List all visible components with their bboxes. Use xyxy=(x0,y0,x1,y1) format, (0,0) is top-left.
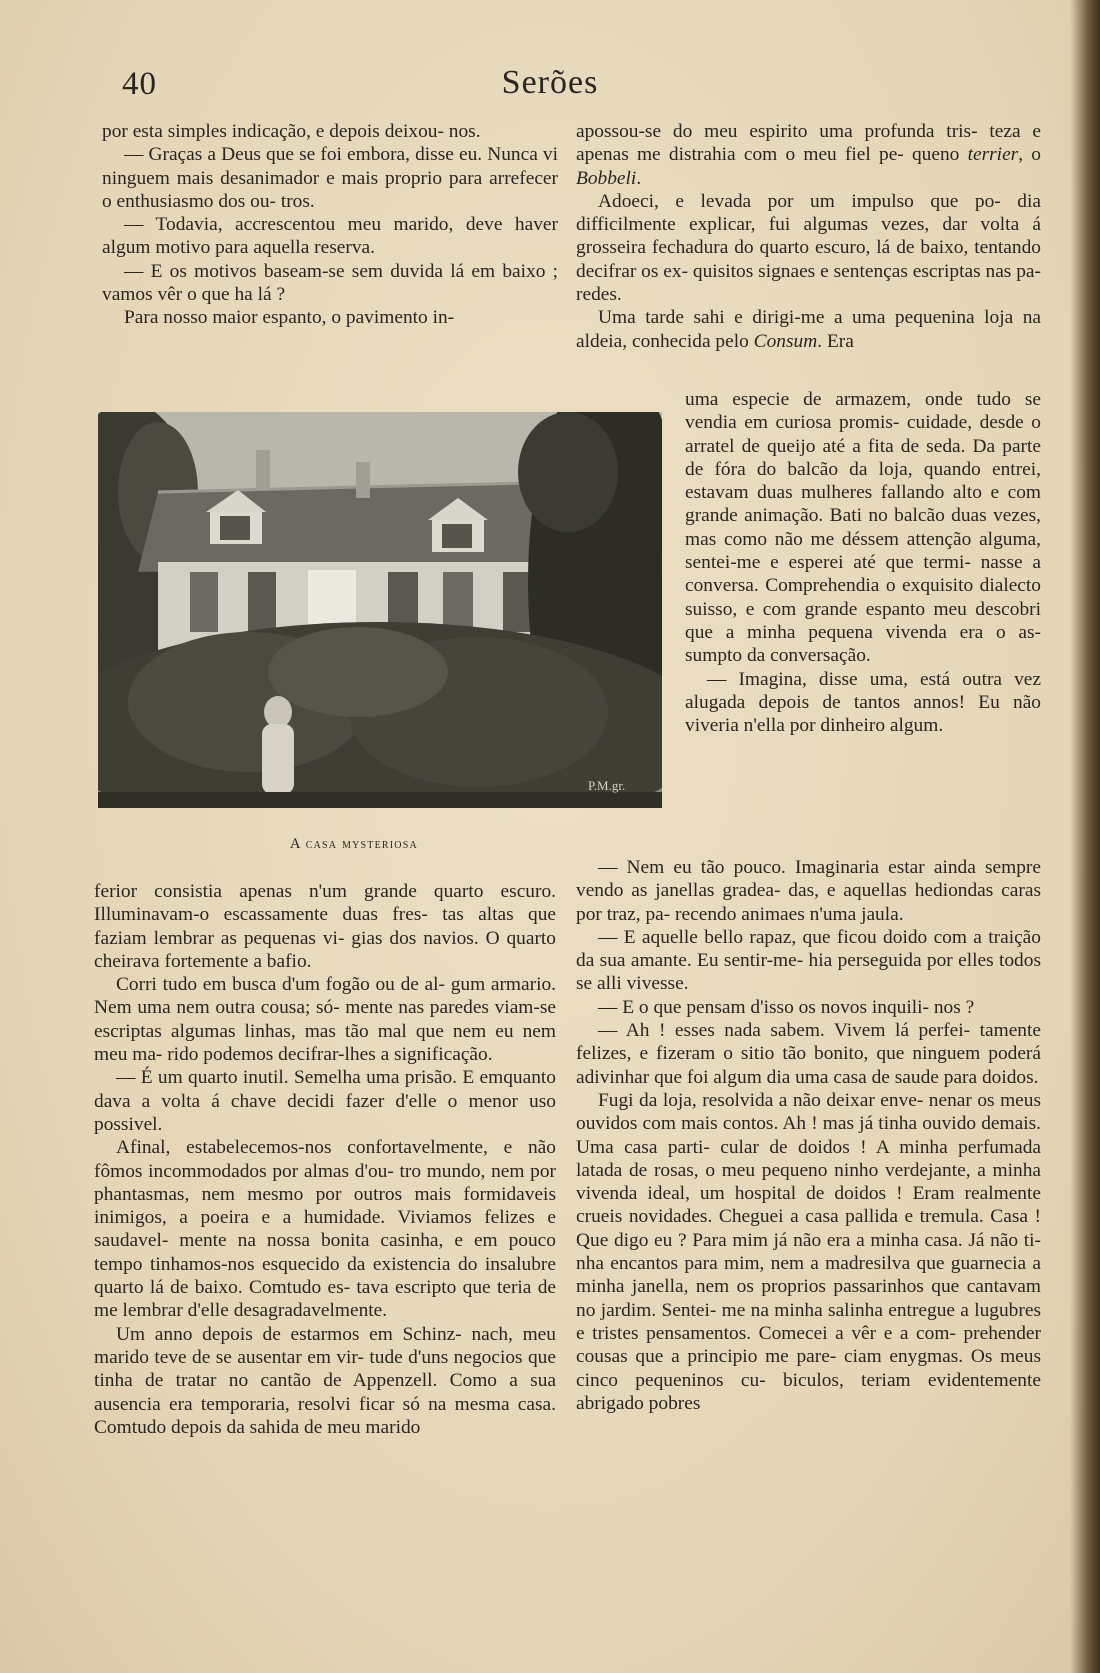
paragraph: — É um quarto inutil. Semelha uma prisão. E emquanto dava a volta á chave decidi fazer d'elle o menor uso possivel. xyxy=(94,1067,556,1135)
paragraph: — Ah ! esses nada sabem. Vivem lá perfei- tamente felizes, e fizeram o sitio tão bonito, que ninguem poderá adivinhar que foi algum dia uma casa de saude para doidos. xyxy=(576,1020,1041,1088)
left-column-bottom xyxy=(94,880,556,1439)
paragraph: uma especie de armazem, onde tudo se vendia em curiosa promis- cuidade, desde o arratel de queijo até a fita de seda. Da parte de fóra do balcão da loja, quando entrei, estavam duas mulheres fallando alto e com grande animação. Bati no balcão duas vezes, mas como não me déssem attenção alguma, sentei-me e esperei até que termi- nasse a conversa. Comprehendia o exquisito dialecto suisso, e com grande espanto meu descobri que a minha pequena vivenda era o as- sumpto da conversação. xyxy=(685,389,1041,667)
paragraph: — Todavia, accrescentou meu marido, deve haver algum motivo para aquella reserva. xyxy=(102,214,558,259)
paragraph: — E o que pensam d'isso os novos inquili- nos ? xyxy=(598,996,975,1018)
paragraph: Fugi da loja, resolvida a não deixar enve- nenar os meus ouvidos com mais contos. Ah ! mas já tinha ouvido demais. Uma casa parti- cular de doidos ! A minha perfumada latada de rosas, o meu pequeno ninho verdejante, a minha vivenda ideal, um hospital de doidos ! Eram realmente crueis novidades. Cheguei a casa pallida e tremula. Casa ! Que digo eu ? Para mim já não era a minha casa. Já não ti- nha encantos para mim, nem a madresilva que guarnecia a minha janella, nem os proprios passarinhos que cantavam no jardim. Sentei- me na minha salinha entregue a lugubres e tristes pensamentos. Comecei a vêr e a com- prehender cousas que a principio me pare- ciam enygmas. Os meus cinco pequeninos cu- biculos, teriam evidentemente abrigado pobres xyxy=(576,1089,1041,1414)
right-column-top xyxy=(576,120,1041,353)
paragraph: — E aquelle bello rapaz, que ficou doido com a traição da sua amante. Eu sentir-me- hia perseguida por elles todos se alli vivesse. xyxy=(576,926,1041,995)
paragraph: — E os motivos baseam-se sem duvida lá em baixo ; vamos vêr o que ha lá ? xyxy=(102,260,558,306)
left-column-top xyxy=(102,120,558,330)
emphasis: Consum xyxy=(753,330,818,352)
svg-text:P.M.gr.: P.M.gr. xyxy=(588,778,626,793)
figure-caption: A casa mysteriosa xyxy=(290,836,418,852)
paragraph: Corri tudo em busca d'um fogão ou de al- gum armario. Nem uma nem outra cousa; só- mente nas paredes viam-se escriptas algumas linhas, mas tão mal que nem eu nem meu ma- rido podemos decifrar-lhes a significação. xyxy=(94,974,556,1066)
paragraph: por esta simples indicação, e depois deixou- nos. xyxy=(102,121,481,142)
paragraph: Afinal, estabelecemos-nos confortavelmente, e não fômos incommodados por almas d'ou- tro mundo, nem por phantasmas, nem mesmo por outros mais formidaveis inimigos, a poeira e a humidade. Viviamos felizes e saudavel- mente na nossa bonita casinha, e em pouco tempo tinhamos-nos esquecido da existencia do insalubre quarto lá de baixo. Comtudo es- tava escripto que teria de me lembrar d'elle desagradavelmente. xyxy=(94,1137,556,1322)
right-column-bottom xyxy=(576,856,1041,1415)
paragraph: Adoeci, e levada por um impulso que po- dia difficilmente explicar, fui algumas vezes, dar volta á grosseira fechadura do quarto escuro, lá de baixo, tentando decifrar os ex- quisitos signaes e sentenças escriptas nas pa- redes. xyxy=(576,190,1041,306)
paragraph: — Imagina, disse uma, está outra vez alugada depois de tantos annos! Eu não viveria n'ella por dinheiro algum. xyxy=(685,668,1041,737)
paragraph: Uma tarde sahi e dirigi-me a uma pequenina loja na aldeia, conhecida pelo Consum. Era xyxy=(576,307,1041,352)
paragraph: — Graças a Deus que se foi embora, disse eu. Nunca vi ninguem mais desanimador e mais proprio para arrefecer o enthusiasmo dos ou- tros. xyxy=(102,144,558,212)
page-edge-shadow xyxy=(1070,0,1100,1673)
paragraph: Um anno depois de estarmos em Schinz- nach, meu marido teve de se ausentar em vir- tude d'uns negocios que tinha de tratar no cantão de Appenzell. Como a sua ausencia era temporaria, resolvi ficar só na mesma casa. Comtudo depois da sahida de meu marido xyxy=(94,1323,556,1438)
emphasis: terrier xyxy=(967,144,1019,166)
house-photograph xyxy=(98,412,662,808)
paragraph: ferior consistia apenas n'um grande quarto escuro. Illuminavam-o escassamente duas fres- tas altas que faziam lembrar as pequenas vi- gias dos navios. O quarto cheirava fortemente a bafio. xyxy=(94,881,556,972)
emphasis: Bobbeli xyxy=(576,167,637,189)
paragraph: Para nosso maior espanto, o pavimento in- xyxy=(124,307,455,329)
right-column-narrow xyxy=(685,388,1041,737)
page-number: 40 xyxy=(122,66,157,102)
running-title: Serões xyxy=(501,64,599,101)
paragraph: apossou-se do meu espirito uma profunda tris- teza e apenas me distrahia com o meu fiel pe- queno terrier, o Bobbeli. xyxy=(576,121,1041,189)
paragraph: — Nem eu tão pouco. Imaginaria estar ainda sempre vendo as janellas gradea- das, e aquellas hediondas caras por traz, pa- recendo animaes n'uma jaula. xyxy=(576,857,1041,925)
